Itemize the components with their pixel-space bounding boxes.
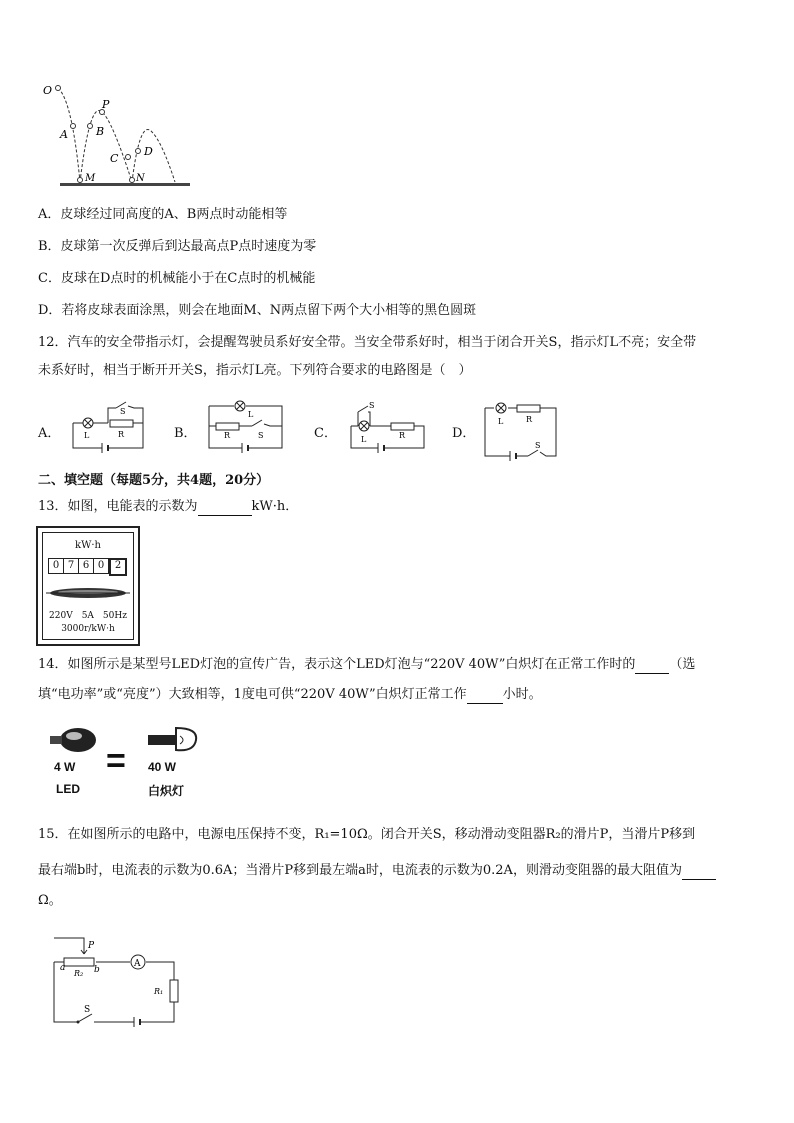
equals-sign: = bbox=[106, 742, 126, 780]
q12-text-line2: 未系好时，相当于断开开关S，指示灯L亮。下列符合要求的电路图是（ ） bbox=[38, 363, 472, 378]
q13-text bbox=[38, 498, 298, 516]
q13-suffix: kW·h． bbox=[251, 499, 299, 514]
q15-answer-blank[interactable] bbox=[682, 865, 716, 880]
q11-option-a: A．皮球经过同高度的A、B两点时动能相等 bbox=[38, 207, 288, 222]
q12-option-b-label: B． bbox=[174, 426, 197, 441]
circuit-d-l: L bbox=[498, 417, 504, 426]
slider-label-p: P bbox=[88, 941, 95, 951]
q15-text-line3: Ω。 bbox=[38, 893, 62, 908]
q15-circuit bbox=[48, 932, 188, 1028]
circuit-c-s: S bbox=[369, 401, 375, 410]
circuit-a-r: R bbox=[118, 430, 125, 439]
meter-digit: 2 bbox=[109, 558, 127, 576]
bouncing-ball-figure bbox=[40, 80, 200, 190]
circuit-c bbox=[346, 398, 430, 458]
r1-label: R₁ bbox=[154, 987, 164, 996]
label-o: O bbox=[43, 84, 53, 97]
circuit-d-s: S bbox=[535, 441, 541, 450]
led-bulb-icon bbox=[46, 726, 100, 756]
q13-answer-blank[interactable] bbox=[198, 501, 252, 516]
circuit-b bbox=[204, 398, 288, 458]
q14-answer-blank-1[interactable] bbox=[635, 659, 669, 674]
meter-spec-2: 3000r/kW·h bbox=[61, 624, 115, 634]
circuit-d bbox=[482, 398, 562, 464]
q15-text-line1: 15．在如图所示的电路中，电源电压保持不变，R₁=10Ω。闭合开关S，移动滑动变阻器R₂的滑片P，当滑片P移到 bbox=[38, 827, 696, 842]
circuit-a-s: S bbox=[120, 407, 126, 416]
circuit-a-l: L bbox=[84, 431, 90, 440]
q12-option-c-label: C． bbox=[314, 426, 337, 441]
q13-prefix: 13．如图，电能表的示数为 bbox=[38, 499, 198, 514]
meter-digits bbox=[48, 558, 127, 576]
label-m: M bbox=[85, 173, 96, 184]
q14-text-line2 bbox=[38, 686, 542, 704]
meter-disc-icon bbox=[46, 584, 130, 602]
q15-line2: 最右端b时，电流表的示数为0.6A；当滑片P移到最左端a时，电流表的示数为0.2A，则滑动变阻器的最大阻值为 bbox=[38, 863, 682, 878]
label-d: D bbox=[144, 145, 153, 158]
incandescent-name: 白炽灯 bbox=[148, 784, 185, 798]
q12-text-line1: 12．汽车的安全带指示灯，会提醒驾驶员系好安全带。当安全带系好时，相当于闭合开关S，指示灯L不亮；安全带 bbox=[38, 335, 697, 350]
meter-digit: 6 bbox=[79, 558, 94, 574]
led-wattage: 4 W bbox=[54, 760, 76, 774]
circuit-c-l: L bbox=[361, 435, 367, 444]
incandescent-wattage: 40 W bbox=[148, 760, 177, 774]
q14-line1-a: 14．如图所示是某型号LED灯泡的宣传广告，表示这个LED灯泡与“220V 40W”白炽灯在正常工作时的 bbox=[38, 657, 636, 672]
label-b: B bbox=[96, 125, 105, 138]
circuit-b-l: L bbox=[248, 410, 254, 419]
meter-digit: 0 bbox=[94, 558, 109, 574]
label-n: N bbox=[136, 173, 145, 184]
q11-option-b: B．皮球第一次反弹后到达最高点P点时速度为零 bbox=[38, 239, 317, 254]
led-advertisement bbox=[44, 724, 204, 800]
circuit-c-r: R bbox=[399, 431, 406, 440]
q14-text-line1 bbox=[38, 656, 695, 674]
r2-label: R₂ bbox=[74, 969, 84, 978]
meter-unit: kW·h bbox=[75, 540, 101, 551]
q12-option-d-label: D． bbox=[452, 426, 476, 441]
meter-digit: 7 bbox=[64, 558, 79, 574]
q11-option-c: C．皮球在D点时的机械能小于在C点时的机械能 bbox=[38, 271, 316, 286]
meter-digit: 0 bbox=[48, 558, 64, 574]
meter-spec-1: 220V 5A 50Hz bbox=[49, 611, 127, 621]
section-heading: 二、填空题（每题5分，共4题，20分） bbox=[38, 473, 270, 488]
circuit-b-s: S bbox=[258, 431, 264, 440]
q14-line1-b: （选 bbox=[669, 657, 696, 672]
electricity-meter bbox=[36, 526, 140, 646]
circuit-b-r: R bbox=[224, 431, 231, 440]
label-a: A bbox=[60, 128, 68, 141]
q15-text-line2 bbox=[38, 862, 716, 880]
q14-line2-a: 填“电功率”或“亮度”）大致相等，1度电可供“220V 40W”白炽灯正常工作 bbox=[38, 687, 467, 702]
circuit-a bbox=[68, 398, 148, 458]
circuit-d-r: R bbox=[526, 415, 533, 424]
q11-option-d: D．若将皮球表面涂黑，则会在地面M、N两点留下两个大小相等的黑色圆斑 bbox=[38, 303, 477, 318]
switch-label: S bbox=[84, 1005, 91, 1015]
led-name: LED bbox=[56, 782, 80, 796]
label-c: C bbox=[110, 152, 119, 165]
ammeter-label: A bbox=[134, 959, 141, 969]
end-label-a: a bbox=[60, 963, 66, 973]
q14-line2-b: 小时。 bbox=[502, 687, 542, 702]
incandescent-bulb-icon bbox=[140, 724, 200, 756]
label-p: P bbox=[102, 98, 110, 111]
q14-answer-blank-2[interactable] bbox=[467, 689, 503, 704]
end-label-b: b bbox=[94, 965, 100, 975]
q12-option-a-label: A． bbox=[38, 426, 61, 441]
